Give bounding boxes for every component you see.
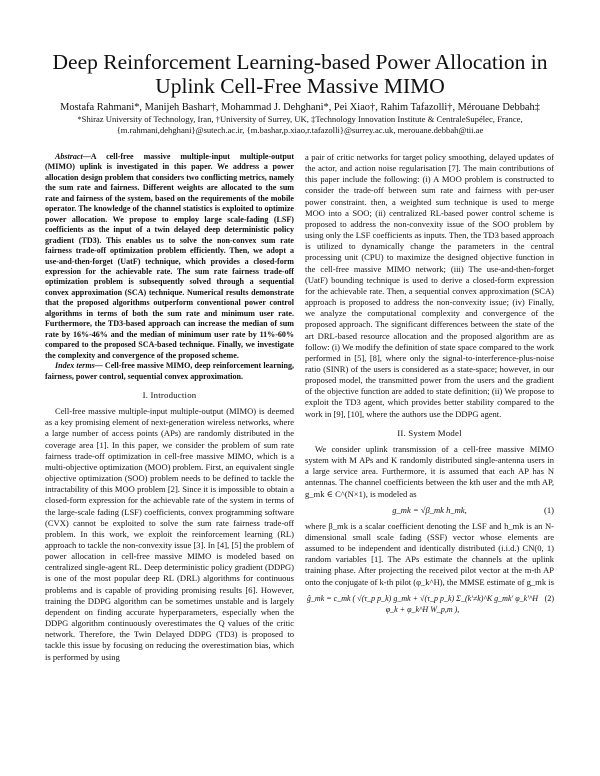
author-list: Mostafa Rahmani*, Manijeh Bashar†, Mohammad J. Dehghani*, Pei Xiao†, Rahim Tafazolli†, Mérouane Debbah‡ xyxy=(60,102,540,113)
left-column xyxy=(45,152,294,663)
equation-1-number: (1) xyxy=(544,504,554,515)
index-terms xyxy=(45,361,294,382)
intro-paragraph: Cell-free massive multiple-input multiple-output (MIMO) is deemed as a key promising element of next-generation wireless networks, where a large number of access points (APs) are randomly distributed in the coverage area [1]. In this paper, we consider the problem of sum rate fairness trade-off optimization in cell-free massive MIMO, which is a multi-objective optimization (MOO) problem. First, an equivalent single objective optimization (SOO) problem needs to be defined to tackle the intractability of this MOO problem [2]. Since it is impossible to obtain a closed-form expression for the achievable rate of the system in terms of the large-scale fading (LSF) coefficients, convex programming software (CVX) cannot be exploited to solve the sum rate fairness trade-off problem. In this work, we exploit the reinforcement learning (RL) approach to tackle the non-convexity issue [3]. In [4], [5] the problem of power allocation in cell-free massive MIMO is modeled based on centralized single-agent RL. Deep deterministic policy gradient (DDPG) is one of the most popular deep RL (DRL) algorithms for continuous problems and is capable of providing promising results [6]. However, training the DDPG algorithm can be sometimes unstable and is largely dependent on finding accurate hyperparameters, especially when the DDPG algorithm continuously overestimates the Q values of the critic network. Therefore, the Twin Delayed DDPG (TD3) is proposed to tackle this issue by focusing on reducing the overestimation bias, which is performed by using xyxy=(45,406,294,662)
right-column xyxy=(305,152,554,620)
system-model-paragraph: We consider uplink transmission of a cell-free massive MIMO system with M APs and K randomly distributed single-antenna users in a large service area. Furthermore, it is assumed that each AP has N antennas. The channel coefficients between the kth user and the mth AP, g_mk ∈ C^(N×1), is modeled as xyxy=(305,443,554,499)
abstract xyxy=(45,152,294,361)
index-terms-text: Cell-free massive MIMO, deep reinforcement learning, fairness, power control, sequential convex approximation. xyxy=(45,361,294,381)
equation-2 xyxy=(305,593,554,615)
section-heading-introduction: I. Introduction xyxy=(142,389,197,400)
equation-1 xyxy=(305,505,554,516)
contributions-paragraph: a pair of critic networks for target policy smoothing, delayed updates of the actor, and action noise regularisation [7]. The main contributions of this paper include the following: (i) A MOO problem is constructed to consider the trade-off between sum rate and fairness with per-user power constraint. then, a weighted sum technique is used to merge MOO into a SOO; (ii) centralized RL-based power control scheme is proposed to address the non-convexity issue of the SOO problem by using only the LSF coefficients as inputs. Then, the TD3 based approach is utilized to dynamically change the parameters in the central processing unit (CPU) to maximize the designed objective function in the cell-free massive MIMO network; (iii) The use-and-then-forget (UatF) bounding technique is used to derive a closed-form expression for the achievable rate. Then, a sequential convex approximation (SCA) approach is proposed to address the non-convexity issue; (iv) Finally, we analyze the computational complexity and convergence of the proposed approach. The significant differences between the state of the art DRL-based resource allocation and the proposed algorithm are as follow: (i) We modify the definition of state space compared to the work performed in [5], [8], where only the signal-to-interference-plus-noise ratio (SINR) of the users is considered as a state-space; however, in our proposed model, the transmitted power from the users and the gradient of the objective function are added to state definition; (ii) We propose to exploit the TD3 agent, which provides better stability compared to the work in [9], [10], where the authors use the DDPG agent. xyxy=(305,152,554,419)
abstract-label: Abstract— xyxy=(55,152,91,161)
equation-1-body: g_mk = √β_mk h_mk, xyxy=(392,504,467,515)
paper-title: Deep Reinforcement Learning-based Power Allocation in Uplink Cell-Free Massive MIMO xyxy=(52,50,548,98)
section-heading-system-model: II. System Model xyxy=(397,427,462,438)
index-terms-label: Index terms— xyxy=(55,361,103,371)
equation-2-number: (2) xyxy=(544,593,554,603)
affiliations: *Shiraz University of Technology, Iran, †University of Surrey, UK, ‡Technology Innovation Institute & CentraleSupélec, France, {m.rahmani,dehghani}@sutech.ac.ir, {m.bashar,p.xiao,r.tafazolli}@surrey.ac.uk, merouane.debbah@tii.ae xyxy=(77,114,523,135)
system-model-paragraph-2: where β_mk is a scalar coefficient denoting the LSF and h_mk is an N-dimensional small scale fading (SSF) vector whose elements are assumed to be independent and identically distributed (i.i.d.) CN(0, 1) random variables [1]. The APs estimate the channels at the uplink training phase. After projecting the received pilot vector at the m-th AP onto the conjugate of k-th pilot (φ_k^H), the MMSE estimate of g_mk is xyxy=(305,520,554,587)
abstract-text: A cell-free massive multiple-input multiple-output (MIMO) uplink is investigated in this paper. We address a power allocation design problem that considers two conflicting metrics, namely the sum rate and fairness. Different weights are allocated to the sum rate and fairness of the system, based on the requirements of the mobile operator. The knowledge of the channel statistics is exploited to optimize power allocation. We propose to employ large scale-fading (LSF) coefficients as the input of a twin delayed deep deterministic policy gradient (TD3). This enables us to solve the non-convex sum rate fairness trade-off optimization problem efficiently. Then, we adopt a use-and-then-forget (UatF) technique, which provides a closed-form expression for the achievable rate. The sum rate fairness trade-off optimization problem is subsequently solved through a sequential convex approximation (SCA) technique. Numerical results demonstrate that the proposed algorithms outperform conventional power control algorithms in terms of both the sum rate and minimum user rate. Furthermore, the TD3-based approach can increase the median of sum rate by 16%-46% and the median of minimum user rate by 11%-60% compared to the proposed SCA-based technique. Finally, we investigate the complexity and convergence of the proposed scheme. xyxy=(45,152,294,360)
equation-2-body: ĝ_mk = c_mk ( √(τ_p p_k) g_mk + √(τ_p p_k) Σ_(k'≠k)^K g_mk' φ_k'^H φ_k + φ_k^H W_p,m ), xyxy=(306,593,539,614)
